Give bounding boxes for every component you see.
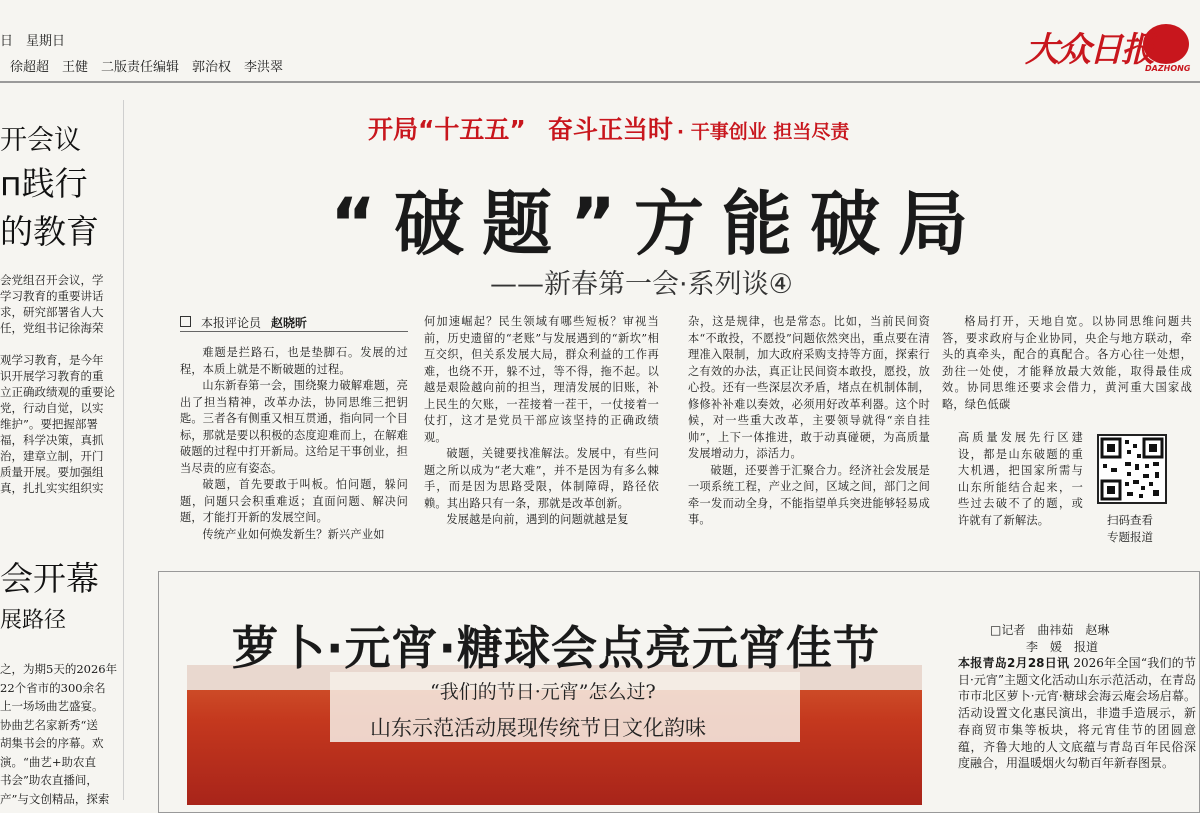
lower-subheadline-1: “我们的节日·元宵”怎么过?	[430, 681, 656, 703]
issue-date: 日 星期日	[0, 34, 66, 49]
article-column-1	[180, 345, 408, 543]
left-article-body-2: 之，为期5天的2026年 22个省市的300余名 上一场场曲艺盛宴。 协曲艺名家新秀“送 胡集书会的序幕。欢 演。“曲艺+助农直 书会”助农直播间， 产”与文创精品，探索	[0, 662, 118, 806]
newspaper-logo	[1025, 22, 1195, 74]
byline-label: 本报评论员	[201, 316, 262, 330]
article-column-4-bottom	[958, 430, 1083, 529]
article-column-4-top	[942, 314, 1192, 413]
left-article-body-1: 会党组召开会议，学 学习教育的重要讲话 求，研究部署省人大 任，党组书记徐海荣 观学习教育，是今年 识开展学习教育的重 立正确政绩观的重要论 党，行动自觉，以实 维护”。要把握部署 福，科学决策，真抓 治，建章立制，开门 质量开展。要加强组 真，扎扎实实组织实	[0, 273, 115, 495]
dateline: 本报青岛2月28日讯	[958, 656, 1070, 670]
series-kicker	[368, 110, 849, 146]
left-headline-3: 的教育	[0, 212, 99, 251]
left-headline-4: 会开幕	[0, 559, 99, 598]
main-headline: “破题”方能破局	[330, 183, 987, 265]
paragraph: 破题，还要善于汇聚合力。经济社会发展是一项系统工程，产业之间，区域之间，部门之间牵一发而动全身，不能指望单兵突进能够轻易成事。	[688, 463, 930, 526]
byline-box-icon	[180, 316, 191, 327]
qr-caption	[1100, 512, 1160, 546]
lower-subheadline-2: 山东示范活动展现传统节日文化韵味	[370, 716, 706, 740]
byline-rule	[180, 331, 408, 332]
left-headline-1: 开会议	[0, 125, 81, 156]
editors-line: 徐超超 王健 二版责任编辑 郭治权 李洪翠	[10, 60, 284, 75]
paragraph: 破题，关键要找准解法。发展中，有些问题之所以成为“老大难”，并不是因为有多么棘手，而是因为思路受限，体制障碍，路径依赖。其出路只有一条，那就是改革创新。	[424, 447, 659, 510]
paragraph: 传统产业如何焕发新生？新兴产业如	[202, 527, 385, 541]
qr-caption-text: 扫码查看 专题报道	[1107, 513, 1153, 544]
lower-headline: 萝卜·元宵·糖球会点亮元宵佳节	[232, 621, 880, 675]
byline	[180, 314, 307, 331]
logo-subtext: DAZHONG	[1145, 64, 1191, 73]
paragraph: 破题，首先要敢于叫板。怕问题，躲问题，问题只会积重难返；直面问题、解决问题，才能打开新的发展空间。	[180, 478, 408, 524]
paragraph: 发展越是向前，遇到的问题就越是复	[446, 513, 629, 526]
masthead	[0, 0, 1200, 82]
article-column-2	[424, 314, 659, 529]
kicker-part-1: 开局“十五五”	[368, 115, 526, 144]
lower-reporters: □记者 曲祎茹 赵琳 李 媛 报道	[990, 623, 1110, 654]
paragraph: 何加速崛起？民生领域有哪些短板？审视当前，历史遗留的“老账”与发展遇到的“新坎”相互交织，但关系发展大局，群众利益的工作再难，也绕不开，躲不过，等不得，拖不起。以越是艰险越向前的担当，理清发展的旧账，补上民生的欠账，一茬接着一茬干，一仗接着一仗打，这才是党员干部应该坚持的正确政绩观。	[424, 315, 659, 444]
left-headline-2: п践行	[0, 164, 88, 203]
kicker-part-3: · 干事创业 担当尽责	[676, 121, 850, 143]
paragraph: 格局打开，天地自宽。以协同思维问题共答，要求政府与企业协同，央企与地方联动，牵头的真牵头，配合的真配合。各方心往一处想，劲往一处使，才能释放最大效能，取得最佳成效。协同思维还要求会借力，黄河重大国家战略，绿色低碳	[942, 315, 1192, 411]
paragraph: 杂，这是规律，也是常态。比如，当前民间资本“不敢投，不愿投”问题依然突出，重点要在清理准入限制，加大政府采购支持等方面，探索行之有效的办法，真正让民间资本敢投，愿投，放心投。还有一些深层次矛盾，堵点在机制体制，修修补补难以奏效，必须用好改革利器。这个时候，对一些重大改革，主要领导就得“亲自挂帅”，上下一体推进，敢于动真碰硬，为高质量发展增动力，添活力。	[688, 315, 930, 460]
logo-text: 大众日报	[1025, 30, 1153, 70]
article-column-3	[688, 314, 930, 529]
paragraph: 高质量发展先行区建设，都是山东破题的重大机遇，把国家所需与山东所能结合起来，一些过去破不了的题，或许就有了新解法。	[958, 431, 1083, 527]
left-headline-5: 展路径	[0, 608, 67, 633]
masthead-rule	[0, 81, 1200, 83]
paragraph: 难题是拦路石，也是垫脚石。发展的过程，本质上就是不断破题的过程。	[180, 346, 408, 376]
paragraph: 山东新春第一会，围绕聚力破解难题，亮出了担当精神，改革办法，协同思维三把钥匙。三者各有侧重又相互贯通，指向同一个目标，那就是要以积极的态度迎难而上，在解难破题的过程中打开新局。这给足干事创业，担当尽责的应有姿态。	[180, 379, 408, 475]
lower-article-body	[958, 655, 1196, 772]
column-divider	[123, 100, 124, 800]
main-subheadline: ——新春第一会·系列谈④	[490, 269, 793, 300]
lower-body-text: 2026年全国“我们的节日·元宵”主题文化活动山东示范活动，在青岛市市北区萝卜·元宵·糖球会海云庵会场启幕。活动设置文化惠民演出，非遗手造展示，新春商贸市集等板块，将元宵佳节的团圆意蕴，齐鲁大地的人文底蕴与青岛百年民俗深度融合，用温暖烟火勾勒百年新春图景。	[958, 656, 1196, 771]
byline-name: 赵晓昕	[271, 316, 308, 330]
qr-code-icon[interactable]	[1097, 434, 1167, 504]
kicker-part-2: 奋斗正当时	[547, 115, 673, 144]
